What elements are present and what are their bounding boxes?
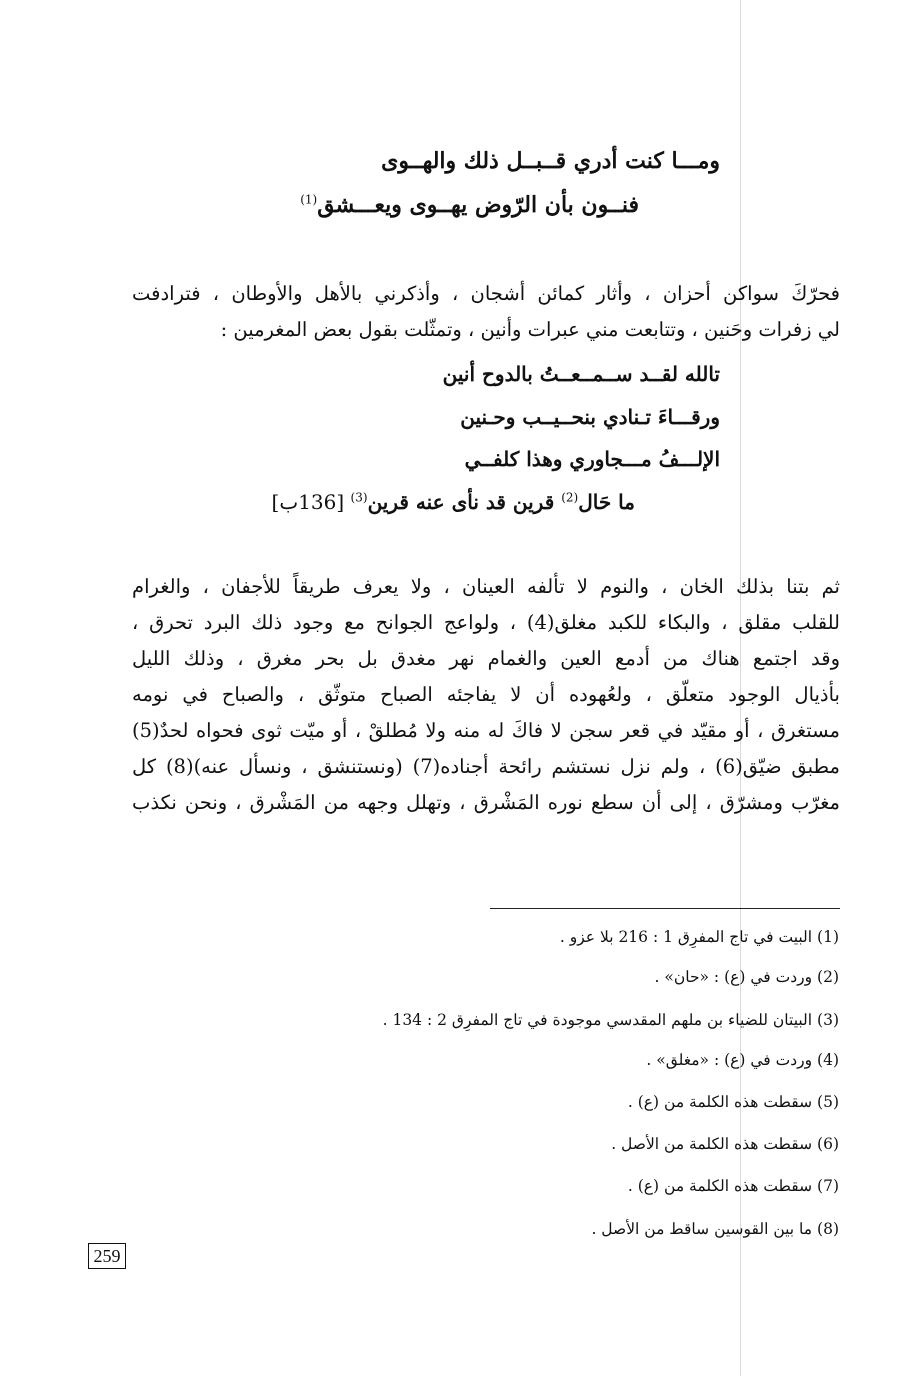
footnote-7: (7) سقطت هذه الكلمة من (ع) . [627,1177,839,1195]
footnote-3: (3) البيتان للضياء بن ملهم المقدسي موجودة في تاج المفرِق 2 : 134 . [382,1011,839,1029]
paragraph-1 [132,276,840,348]
paragraph-2-line: للقلب مقلق ، والبكاء للكبد مغلق(4) ، ولواعج الجوانح مع وجود ذلك البرد تحرق ، [132,611,840,634]
paragraph-2 [132,569,840,821]
footnote-ref: (1) [300,192,318,207]
footnote-8: (8) ما بين القوسين ساقط من الأصل . [591,1220,839,1238]
footnote-separator [490,908,840,909]
opening-verse-line-1: ومـــا كنت أدري قــبــل ذلك والهــوى [381,148,720,174]
paragraph-2-line: بأذيال الوجود متعلّق ، ولعُهوده أن لا يفاجئه الصباح متوثّق ، والصباح في نومه [132,683,840,706]
footnote-2: (2) وردت في (ع) : «حان» . [654,968,839,986]
paragraph-2-line: ثم بتنا بذلك الخان ، والنوم لا تألفه العينان ، ولا يعرف طريقاً للأجفان ، والغرام [132,575,840,598]
footnote-ref: (3) [350,490,368,505]
opening-verse-line-2: فنــون بأن الرّوض يهــوى ويعـــشق$^{(1)}$ [300,192,639,218]
paragraph-1-line-2: لي زفرات وحَنين ، وتتابعت مني عبرات وأنين ، وتمثّلت بقول بعض المغرمين : [220,318,840,341]
poem-line-1: تالله لقــد ســمــعــتُ بالدوح أنين [442,362,720,386]
poem-line-3: الإلـــفُ مـــجاوري وهذا كلفــي [464,447,720,471]
page-number: 259 [88,1243,126,1269]
footnote-4: (4) وردت في (ع) : «مغلق» . [646,1051,839,1069]
footnote-ref: (2) [561,490,579,505]
paragraph-1-line-1: فحرّكَ سواكن أحزان ، وأثار كمائن أشجان ، وأذكرني بالأهل والأوطان ، فترادفت [132,282,840,305]
footnote-6: (6) سقطت هذه الكلمة من الأصل . [611,1135,839,1153]
manuscript-folio-ref: [136ب] [271,490,351,514]
footnote-1: (1) البيت في تاج المفرِق 1 : 216 بلا عزو . [559,928,839,946]
poem-line-4: ما حَال$^{(2)}$ قرين قد نأى عنه قرين$^{(3)}$ [136ب] [271,490,635,514]
footnote-5: (5) سقطت هذه الكلمة من (ع) . [627,1093,839,1111]
paragraph-2-line: مغرّب ومشرّق ، إلى أن سطع نوره المَشْرق ، وتهلل وجهه من المَشْرق ، ونحن نكذب [132,791,840,814]
paragraph-2-line: وقد اجتمع هناك من أدمع العين والغمام نهر مغدق بل بحر مغرق ، وذلك الليل [132,647,840,670]
paragraph-2-line: مستغرق ، أو مقيّد في قعر سجن لا فاكَ له منه ولا مُطلقْ ، أو ميّت ثوى فحواه لحدٌ(5) [132,719,840,742]
poem-line-2: ورقـــاءَ تـنادي بنحــيــب وحـنين [460,405,720,429]
paragraph-2-line: مطبق ضيّق(6) ، ولم نزل نستشم رائحة أجناده(7) (ونستنشق ، ونسأل عنه)(8) كل [132,755,840,778]
